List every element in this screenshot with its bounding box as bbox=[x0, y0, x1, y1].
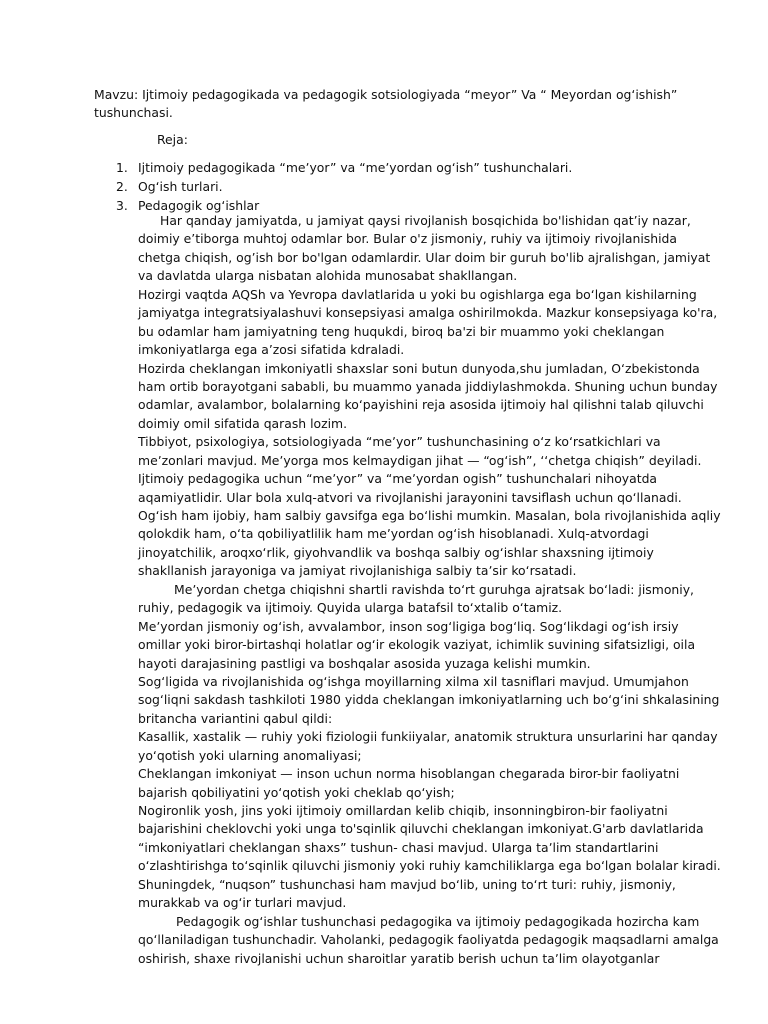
text-line: ruhiy, pedagogik va ijtimoiy. Quyida ularga batafsil toʻxtalib oʻtamiz. bbox=[138, 600, 563, 616]
text-line: hayoti darajasining pastligi va boshqalar asosida yuzaga kelishi mumkin. bbox=[138, 655, 591, 671]
text-line: bu odamlar ham jamiyatning teng huqukdi, biroq ba'zi bir muammo yoki cheklangan bbox=[138, 323, 665, 339]
text-line: Ogʻish ham ijobiy, ham salbiy gavsifga ega boʻlishi mumkin. Masalan, bola rivojlanishida aqliy bbox=[138, 508, 721, 523]
text-line: qoʻllaniladigan tushunchadir. Vaholanki, pedagogik faoliyatda pedagogik maqsadlarni amalga bbox=[138, 932, 719, 948]
paragraph-start-line: Hozirda cheklangan imkoniyatli shaxslar soni butun dunyoda,shu jumladan, Oʻzbekistonda bbox=[138, 360, 700, 376]
plan-item-number: 1. bbox=[116, 160, 128, 175]
text-line: omillar yoki biror-birtashqi holatlar ogʻir ekologik vaziyat, ichimlik suvining sifatsizligi, oila bbox=[138, 637, 696, 653]
text-line: imkoniyatlarga ega a’zosi sifatida kdraladi. bbox=[138, 342, 405, 358]
paragraph-start-line: Pedagogik ogʻishlar tushunchasi pedagogika va ijtimoiy pedagogikada hozircha kam bbox=[176, 913, 700, 929]
plan-item-text: Pedagogik ogʻishlar bbox=[138, 198, 260, 213]
text-line: ham ortib borayotgani sababli, bu muammo yanada jiddiylashmokda. Shuning uchun bunday bbox=[138, 378, 718, 394]
text-line: Ijtimoiy pedagogika uchun “meʼyor” va “meʼyordan ogish” tushunchalari nihoyatda bbox=[138, 471, 658, 487]
text-line: oshirish, shaxe rivojlanishi uchun sharoitlar yaratib berish uchun taʼlim olayotganlar bbox=[138, 950, 660, 966]
text-line: aqamiyatlidir. Ular bola xulq-atvori va rivojlanishi jarayonini tavsiflash uchun qoʻllanadi. bbox=[138, 489, 682, 505]
text-line: murakkab va ogʻir turlari mavjud. bbox=[138, 895, 347, 911]
paragraph-start-line: Har qanday jamiyatda, u jamiyat qaysi rivojlanish bosqichida bo'lishidan qat’iy nazar, bbox=[160, 213, 691, 228]
text-line: bajarish qobiliyatini yoʻqotish yoki cheklab qoʻyish; bbox=[138, 784, 455, 800]
plan-heading: Reja: bbox=[157, 132, 188, 147]
text-line: chetga chiqish, og’ish bor bo'lgan odamlardir. Ular doim bir guruh bo'lib ajralishgan, jamiyat bbox=[138, 249, 711, 265]
plan-item-number: 2. bbox=[116, 179, 128, 194]
text-line: Shuningdek, “nuqson” tushunchasi ham mavjud boʻlib, uning toʻrt turi: ruhiy, jismoniy, bbox=[138, 876, 676, 892]
paragraph-start-line: Meʼyordan chetga chiqishni shartli ravishda toʻrt guruhga ajratsak boʻladi: jismoniy, bbox=[174, 581, 694, 597]
text-line: yoʻqotish yoki ularning anomaliyasi; bbox=[138, 747, 362, 763]
text-line: va davlatda ularga nisbatan alohida munosabat shakllangan. bbox=[138, 268, 518, 284]
plan-item-number: 3. bbox=[116, 198, 128, 213]
paragraph-start-line: Nogironlik yosh, jins yoki ijtimoiy omillardan kelib chiqib, insonningbiron-bir faoliyatni bbox=[138, 803, 668, 818]
text-line: sogʻliqni sakdash tashkiloti 1980 yidda cheklangan imkoniyatlarning uch boʻgʻini shkalasining bbox=[138, 692, 720, 708]
text-line: doimiy e’tiborga muhtoj odamlar bor. Bular o'z jismoniy, ruhiy va ijtimoiy rivojlanishida bbox=[138, 231, 678, 247]
paragraph-start-line: Hozirgi vaqtda AQSh va Yevropa davlatlarida u yoki bu ogishlarga ega boʻlgan kishilarning bbox=[138, 286, 697, 302]
text-line: bajarishini cheklovchi yoki unga to'sqinlik qiluvchi cheklangan imkoniyat.G'arb davlatlarida bbox=[138, 821, 704, 837]
text-line: odamlar, avalambor, bolalarning koʻpayishini reja asosida ijtimoiy hal qilishni talab qiluvchi bbox=[138, 397, 704, 413]
text-line: jamiyatga integratsiyalashuvi konsepsiyasi amalga oshirilmokda. Mazkur konsepsiyaga ko'ra, bbox=[138, 305, 718, 321]
paragraph-start-line: Cheklangan imkoniyat — inson uchun norma hisoblangan chegarada biror-bir faoliyatni bbox=[138, 766, 680, 782]
text-line: “imkoniyatlari cheklangan shaxs” tushun- chasi mavjud. Ularga taʼlim standartlarini bbox=[138, 839, 659, 855]
plan-item-text: Ijtimoiy pedagogikada “meʼyor” va “meʼyordan ogʻish” tushunchalari. bbox=[138, 160, 573, 175]
text-line: qolokdik ham, oʻta qobiliyatlilik ham meʼyordan ogʻish hisoblanadi. Xulq-atvordagi bbox=[138, 526, 649, 542]
body-text bbox=[138, 212, 721, 968]
paragraph-start-line: Sogʻligida va rivojlanishida ogʻishga moyillarning xilma xil tasniflari mavjud. Umumjahon bbox=[138, 673, 689, 689]
text-line: meʼzonlari mavjud. Meʼyorga mos kelmaydigan jihat — “ogʻish”, ‘‘chetga chiqish” deyiladi. bbox=[138, 452, 702, 468]
text-line: doimiy omil sifatida qarash lozim. bbox=[138, 415, 348, 431]
text-line: britancha variantini qabul qildi: bbox=[138, 710, 333, 726]
text-line: jinoyatchilik, aroqxoʻrlik, giyohvandlik va boshqa salbiy ogʻishlar shaxsning ijtimoiy bbox=[138, 544, 654, 560]
paragraph-start-line: Meʼyordan jismoniy ogʻish, avvalambor, inson sogʻligiga bogʻliq. Sogʻlikdagi ogʻish irsiy bbox=[138, 618, 679, 634]
text-line: shakllanish jarayoniga va jamiyat rivojlanishiga salbiy taʼsir koʻrsatadi. bbox=[138, 563, 577, 579]
text-line: oʻzlashtirishga toʻsqinlik qiluvchi jismoniy yoki ruhiy kamchiliklarga ega boʻlgan bolalar kiradi. bbox=[138, 858, 721, 874]
paragraph-start-line: Kasallik, xastalik — ruhiy yoki fiziologii funkiiyalar, anatomik struktura unsurlarini har qanday bbox=[138, 729, 718, 745]
plan-item-text: Ogʻish turlari. bbox=[138, 179, 223, 194]
document-title: Mavzu: Ijtimoiy pedagogikada va pedagogik sotsiologiyada “meyor” Va “ Meyordan ogʻishish” bbox=[94, 87, 678, 102]
document-title-continuation: tushunchasi. bbox=[94, 105, 173, 120]
paragraph-start-line: Tibbiyot, psixologiya, sotsiologiyada “meʼyor” tushunchasining oʻz koʻrsatkichlari va bbox=[138, 434, 661, 450]
